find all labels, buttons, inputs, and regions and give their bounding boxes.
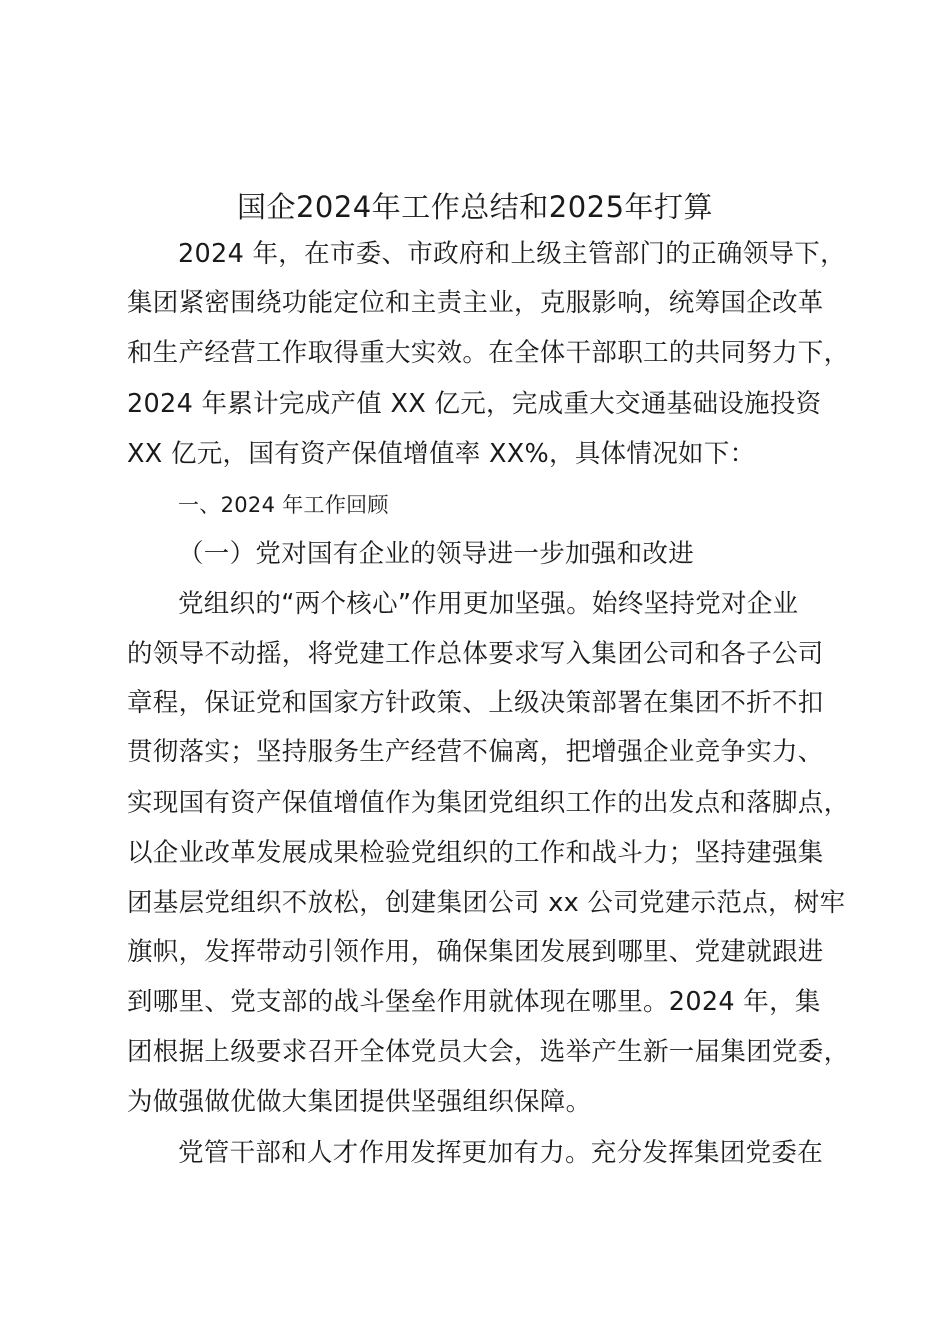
paragraph-line: 到哪里、党支部的战斗堡垒作用就体现在哪里。2024 年，集 <box>127 987 821 1017</box>
paragraph-line: XX 亿元，国有资产保值增值率 XX%，具体情况如下： <box>127 439 756 469</box>
paragraph-line: 以企业改革发展成果检验党组织的工作和战斗力；坚持建强集 <box>127 838 824 868</box>
document-title: 国企2024年工作总结和2025年打算 <box>236 190 714 224</box>
paragraph-line: 章程，保证党和国家方针政策、上级决策部署在集团不折不扣 <box>127 688 824 718</box>
subsection-heading: （一）党对国有企业的领导进一步加强和改进 <box>178 539 695 569</box>
paragraph-line: 党组织的“两个核心”作用更加坚强。始终坚持党对企业 <box>178 589 799 619</box>
paragraph-line: 为做强做优做大集团提供坚强组织保障。 <box>127 1087 592 1117</box>
paragraph-line: 2024 年累计完成产值 XX 亿元，完成重大交通基础设施投资 <box>127 389 822 419</box>
paragraph-line: 党管干部和人才作用发挥更加有力。充分发挥集团党委在 <box>178 1138 824 1168</box>
paragraph-line: 2024 年，在市委、市政府和上级主管部门的正确领导下， <box>178 239 846 269</box>
paragraph-line: 旗帜，发挥带动引领作用，确保集团发展到哪里、党建就跟进 <box>127 937 824 967</box>
section-heading: 一、2024 年工作回顾 <box>178 493 389 517</box>
paragraph-line: 实现国有资产保值增值作为集团党组织工作的出发点和落脚点， <box>127 788 850 818</box>
paragraph-line: 团根据上级要求召开全体党员大会，选举产生新一届集团党委， <box>127 1037 850 1067</box>
paragraph-line: 团基层党组织不放松，创建集团公司 xx 公司党建示范点，树牢 <box>127 888 846 918</box>
paragraph-line: 的领导不动摇，将党建工作总体要求写入集团公司和各子公司 <box>127 639 824 669</box>
paragraph-line: 贯彻落实；坚持服务生产经营不偏离，把增强企业竞争实力、 <box>127 737 824 767</box>
paragraph-line: 集团紧密围绕功能定位和主责主业，克服影响，统筹国企改革 <box>127 288 824 318</box>
paragraph-line: 和生产经营工作取得重大实效。在全体干部职工的共同努力下， <box>127 338 850 368</box>
